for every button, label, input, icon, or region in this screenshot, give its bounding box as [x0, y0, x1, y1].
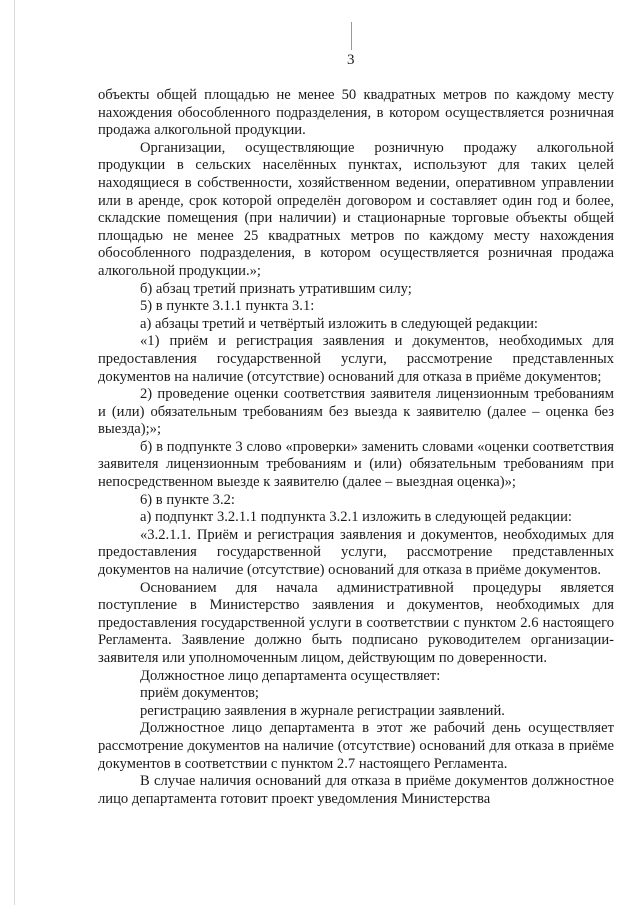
scan-edge-line: [14, 0, 15, 905]
paragraph: объекты общей площадью не менее 50 квадратных метров по каждому месту нахождения обособленного подразделения, в котором осуществляется розничная продажа алкогольной продукции.: [98, 87, 614, 139]
paragraph: 6) в пункте 3.2:: [140, 491, 235, 508]
paragraph: 2) проведение оценки соответствия заявителя лицензионным требованиям и (или) обязательным требованиям без выезда к заявителю (далее – оценка без выезда);»;: [98, 386, 614, 438]
paragraph: а) абзацы третий и четвёртый изложить в следующей редакции:: [140, 315, 538, 332]
paragraph: регистрацию заявления в журнале регистрации заявлений.: [140, 702, 505, 719]
paragraph: «3.2.1.1. Приём и регистрация заявления и документов, необходимых для предоставления государственной услуги, рассмотрение представленных документов на наличие (отсутствие) оснований для отказа в приёме документов.: [98, 526, 614, 579]
paragraph: б) абзац третий признать утратившим силу;: [140, 280, 412, 297]
paragraph: В случае наличия оснований для отказа в приёме документов должностное лицо департамента готовит проект уведомления Министерства: [98, 773, 614, 807]
page-number: 3: [347, 52, 355, 68]
document-body: [98, 87, 614, 808]
paragraph: Должностное лицо департамента осуществляет:: [140, 667, 441, 684]
paragraph: Основанием для начала административной процедуры является поступление в Министерство заявления и документов, необходимых для предоставления государственной услуги в соответствии с пунктом 2.6 настоящего Регламента. Заявление должно быть подписано руководителем организации-заявителя или уполномоченным лицом, действующим по доверенности.: [98, 579, 614, 666]
paragraph: Должностное лицо департамента в этот же рабочий день осуществляет рассмотрение документов на наличие (отсутствие) оснований для отказа в приёме документов в соответствии с пунктом 2.7 настоящего Регламента.: [98, 720, 614, 772]
paragraph: приём документов;: [140, 685, 259, 702]
paragraph: б) в подпункте 3 слово «проверки» заменить словами «оценки соответствия заявителя лицензионным требованиям и (или) обязательным требованиям при непосредственном выезде к заявителю (далее – выездная оценка)»;: [98, 438, 614, 491]
paragraph: «1) приём и регистрация заявления и документов, необходимых для предоставления государственной услуги, рассмотрение представленных документов на наличие (отсутствие) оснований для отказа в приёме документов;: [98, 333, 614, 385]
paragraph: 5) в пункте 3.1.1 пункта 3.1:: [140, 298, 315, 315]
paragraph: а) подпункт 3.2.1.1 подпункта 3.2.1 изложить в следующей редакции:: [140, 509, 572, 526]
scan-mark-top: [351, 22, 352, 50]
paragraph: Организации, осуществляющие розничную продажу алкогольной продукции в сельских населённых пунктах, используют для таких целей находящиеся в собственности, хозяйственном ведении, оперативном управлении или в аренде, срок которой определён договором и составляет один год и более, складские помещения (при наличии) и стационарные торговые объекты общей площадью не менее 25 квадратных метров по каждому месту нахождения обособленного подразделения, в котором осуществляется розничная продажа алкогольной продукции.»;: [98, 139, 614, 279]
